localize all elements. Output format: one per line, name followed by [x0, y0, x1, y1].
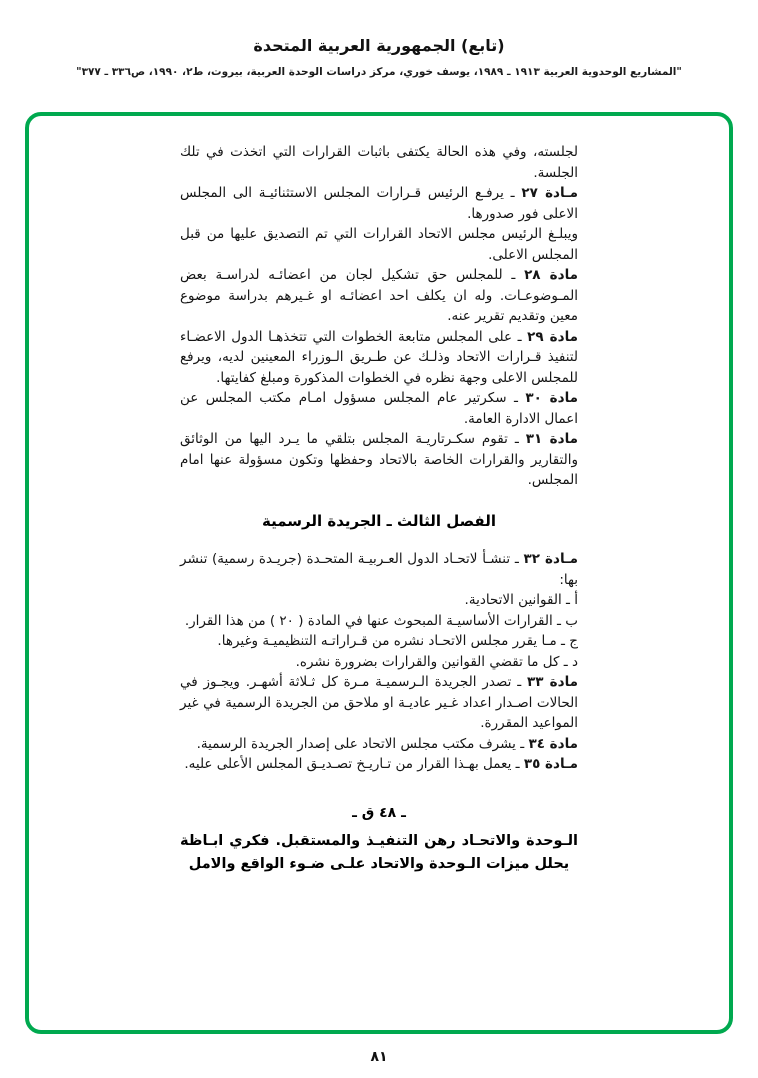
article-34: [180, 734, 578, 755]
article-30: [180, 388, 578, 429]
article-28: [180, 265, 578, 327]
article-text: ج ـ مـا يقرر مجلس الاتحـاد نشره من قـراراتـه التنظيميـة وغيرها.: [217, 633, 578, 649]
list-item-b: [180, 611, 578, 632]
document-title: (تابع) الجمهورية العربية المتحدة: [253, 36, 505, 55]
article-label: مـادة ٣٢: [523, 551, 578, 567]
article-text: ـ سكرتير عام المجلس مسؤول امـام مكتب المجلس عن اعمال الادارة العامة.: [180, 390, 578, 427]
source-citation: "المشاريع الوحدوية العربية ١٩١٣ ـ ١٩٨٩، يوسف خوري، مركز دراسات الوحدة العربية، بيروت، ط٢، ١٩٩٠، ص٣٣٦ ـ ٣٧٧": [76, 66, 682, 78]
article-text: ـ تقوم سكـرتاريـة المجلس بتلقي ما يـرد اليها من الوثائق والتقارير والقرارات الخاصة بالاتحاد وحفظها وتكون مسؤولة عنها امام المجلس.: [180, 431, 578, 488]
article-text: ـ يشرف مكتب مجلس الاتحاد على إصدار الجريدة الرسمية.: [196, 735, 529, 752]
text-column: [180, 142, 578, 876]
entry-title: الـوحدة والاتحـاد رهن التنفيـذ والمستقبل. فكري ابـاظة يحلل ميزات الـوحدة والاتحاد علـى ضـوء الواقع والامل: [180, 833, 578, 872]
section-heading: الفصل الثالث ـ الجريدة الرسمية: [262, 511, 496, 530]
paragraph-continuation: [180, 142, 578, 183]
article-label: مادة ٢٩: [527, 328, 578, 345]
article-text: ـ يعمل بهـذا القرار من تـاريـخ تصـديـق المجلس الأعلى عليه.: [184, 756, 524, 772]
article-text: ويبلـغ الرئيس مجلس الاتحاد القرارات التي تم التصديق عليها من قبل المجلس الاعلى.: [180, 226, 578, 263]
article-text: ـ على المجلس متابعة الخطوات التي تتخذهـا الدول الاعضـاء لتنفيذ قـرارات الاتحاد وذلـك عن طـريق الـوزراء المعينين لديه، ويرفع للمجلس الاعلى وجهة نظره في الخطوات المذكورة ومبلغ كفايتها.: [180, 328, 578, 386]
page-header: [0, 36, 758, 78]
article-31: [180, 429, 578, 491]
article-27: [180, 183, 578, 224]
article-27-continuation: [180, 224, 578, 265]
article-35: [180, 754, 578, 775]
entry-block: [180, 803, 578, 877]
article-text: د ـ كل ما تقضي القوانين والقرارات بضرورة نشره.: [295, 653, 578, 670]
article-label: مادة ٢٨: [524, 267, 578, 283]
article-label: مادة ٣٣: [526, 674, 578, 690]
list-item-a: [180, 590, 578, 611]
article-label: مادة ٣٤: [528, 735, 578, 752]
content-frame: [25, 112, 733, 1034]
article-text: أ ـ القوانين الاتحادية.: [464, 592, 578, 608]
list-item-j: [180, 631, 578, 652]
article-33: [180, 672, 578, 734]
article-32: [180, 549, 578, 590]
article-text: ـ للمجلس حق تشكيل لجان من اعضائـه لدراسـة بعض المـوضوعـات. وله ان يكلف احد اعضائـه او غـيرهم بدراسة موضوع معين وتقديم تقرير عنه.: [180, 267, 578, 324]
article-text: ـ يرفـع الرئيس قـرارات المجلس الاستثنائيـة الى المجلس الاعلى فور صدورها.: [180, 185, 578, 222]
article-label: مادة ٣١: [525, 431, 578, 447]
article-label: مـادة ٢٧: [521, 185, 579, 201]
article-text: ـ تنشـأ لاتحـاد الدول العـربيـة المتحـدة (جريـدة رسمية) تنشر بها:: [180, 551, 578, 588]
page-number: ٨١: [370, 1049, 388, 1065]
entry-number: ـ ٤٨ ق ـ: [352, 804, 406, 821]
article-text: ـ تصدر الجريدة الـرسميـة مـرة كل ثـلاثة أشهـر. ويجـوز في الحالات اصـدار اعداد غـير عاديـة او ملاحق من الجريدة الرسمية في غير المواعيد المقررة.: [180, 674, 578, 731]
article-text: لجلسته، وفي هذه الحالة يكتفى باثبات القرارات التي اتخذت في تلك الجلسة.: [180, 144, 578, 181]
list-item-d: [180, 652, 578, 673]
article-label: مـادة ٣٥: [523, 756, 578, 772]
article-label: مادة ٣٠: [525, 390, 578, 406]
article-29: [180, 327, 578, 389]
article-text: ب ـ القرارات الأساسيـة المبحوث عنها في المادة ( ٢٠ ) من هذا القرار.: [184, 612, 578, 629]
